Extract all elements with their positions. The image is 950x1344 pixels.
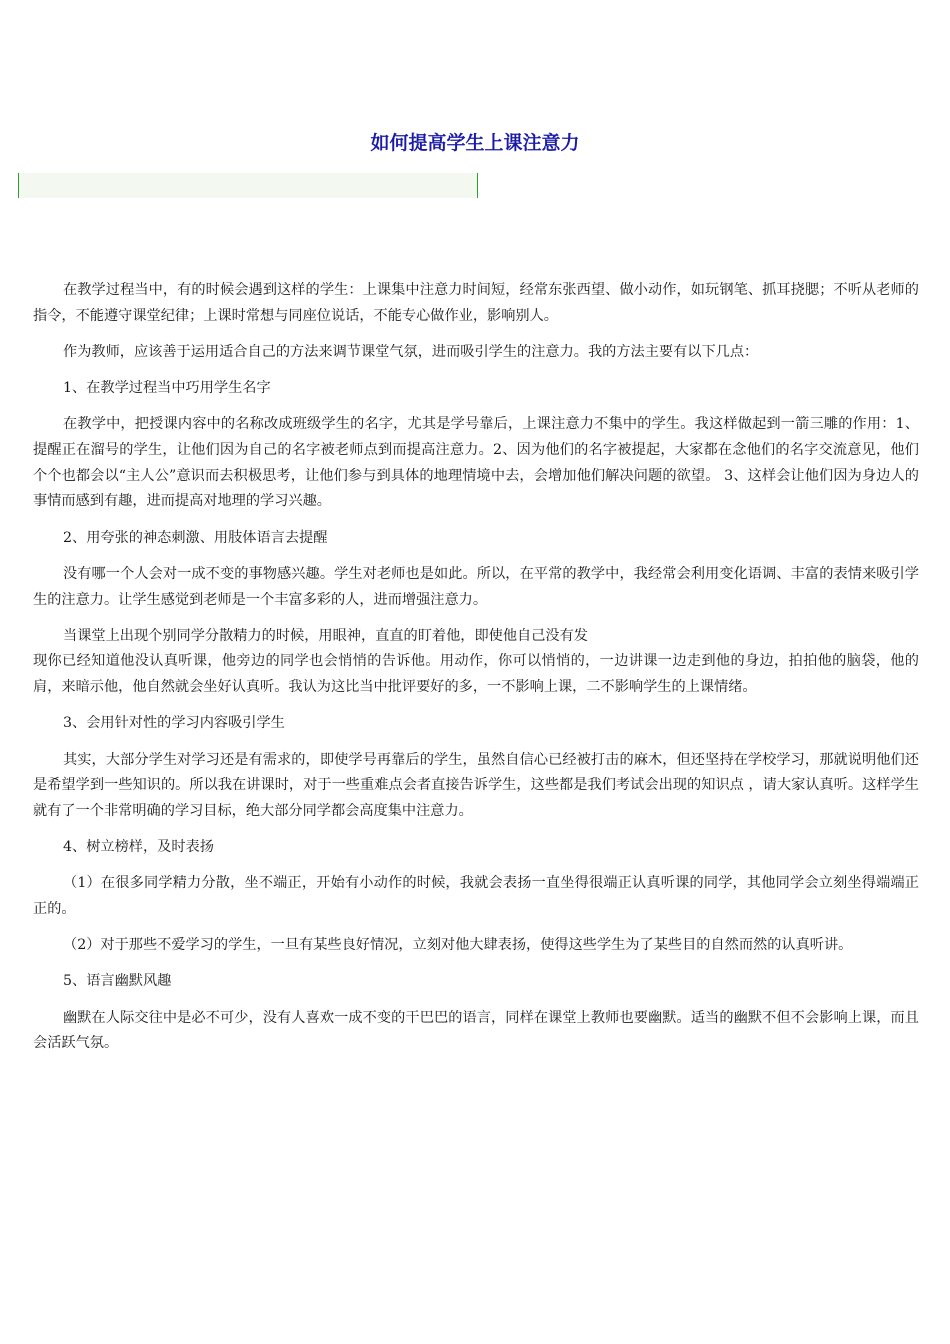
method-overview-paragraph: 作为教师，应该善于运用适合自己的方法来调节课堂气氛，进而吸引学生的注意力。我的方法主要有以下几点： xyxy=(63,343,759,360)
section-heading-4: 4、树立榜样，及时表扬 xyxy=(63,839,214,856)
section-heading-1: 1、在教学过程当中巧用学生名字 xyxy=(63,380,271,397)
section-3-paragraph: 其实，大部分学生对学习还是有需求的，即使学号再靠后的学生，虽然自信心已经被打击的麻木，但还坚持在学校学习，那就说明他们还是希望学到一些知识的。所以我在讲课时，对于一些重难点会者直接告诉学生，这些都是我们考试会出现的知识点 ，请大家认真听。这样学生就有了一个非常明确的学习目标，绝大部分同学都会高度集中注意力。 xyxy=(33,751,919,819)
intro-paragraph: 在教学过程当中，有的时候会遇到这样的学生：上课集中注意力时间短，经常东张西望、做小动作，如玩钢笔、抓耳挠腮；不听从老师的指令，不能遵守课堂纪律；上课时常想与同座位说话，不能专心做作业，影响别人。 xyxy=(33,282,919,324)
section-4-item-1: （1）在很多同学精力分散，坐不端正，开始有小动作的时候，我就会表扬一直坐得很端正认真听课的同学，其他同学会立刻坐得端端正正的。 xyxy=(33,875,919,918)
section-2-paragraph-1: 没有哪一个人会对一成不变的事物感兴趣。学生对老师也是如此。所以，在平常的教学中，我经常会利用变化语调、丰富的表情来吸引学生的注意力。让学生感觉到老师是一个丰富多彩的人，进而增强注意力。 xyxy=(33,565,919,608)
section-1-paragraph: 在教学中，把授课内容中的名称改成班级学生的名字，尤其是学号靠后，上课注意力不集中的学生。我这样做起到一箭三雕的作用：1、提醒正在溜号的学生，让他们因为自己的名字被老师点到而提高注意力。2、因为他们的名字被提起，大家都在念他们的名字交流意见，他们个个也都会以“主人公”意识而去积极思考，让他们参与到具体的地理情境中去，会增加他们解决问题的欲望。 3、这样会让他们因为身边人的事情而感到有趣，进而提高对地理的学习兴趣。 xyxy=(33,416,919,510)
section-heading-5: 5、语言幽默风趣 xyxy=(63,973,172,990)
section-4-item-2: （2）对于那些不爱学习的学生，一旦有某些良好情况，立刻对他大肆表扬，使得这些学生为了某些目的自然而然的认真听讲。 xyxy=(63,937,853,954)
section-2-paragraph-2: 当课堂上出现个别同学分散精力的时候，用眼神，直直的盯着他，即使他自己没有发 xyxy=(63,627,588,644)
highlight-box xyxy=(18,173,478,198)
section-heading-3: 3、会用针对性的学习内容吸引学生 xyxy=(63,715,285,732)
article-body xyxy=(33,278,919,1068)
section-2-paragraph-3: 现你已经知道他没认真听课，他旁边的同学也会悄悄的告诉他。用动作，你可以悄悄的，一边讲课一边走到他的身边，拍拍他的脑袋，他的肩，来暗示他，他自然就会坐好认真听。我认为这比当中批评要好的多，一不影响上课，二不影响学生的上课情绪。 xyxy=(33,653,919,696)
section-5-paragraph: 幽默在人际交往中是必不可少，没有人喜欢一成不变的干巴巴的语言，同样在课堂上教师也要幽默。适当的幽默不但不会影响上课，而且会活跃气氛。 xyxy=(33,1009,919,1052)
section-heading-2: 2、用夸张的神态刺激、用肢体语言去提醒 xyxy=(63,529,328,546)
page-title: 如何提高学生上课注意力 xyxy=(370,132,580,154)
